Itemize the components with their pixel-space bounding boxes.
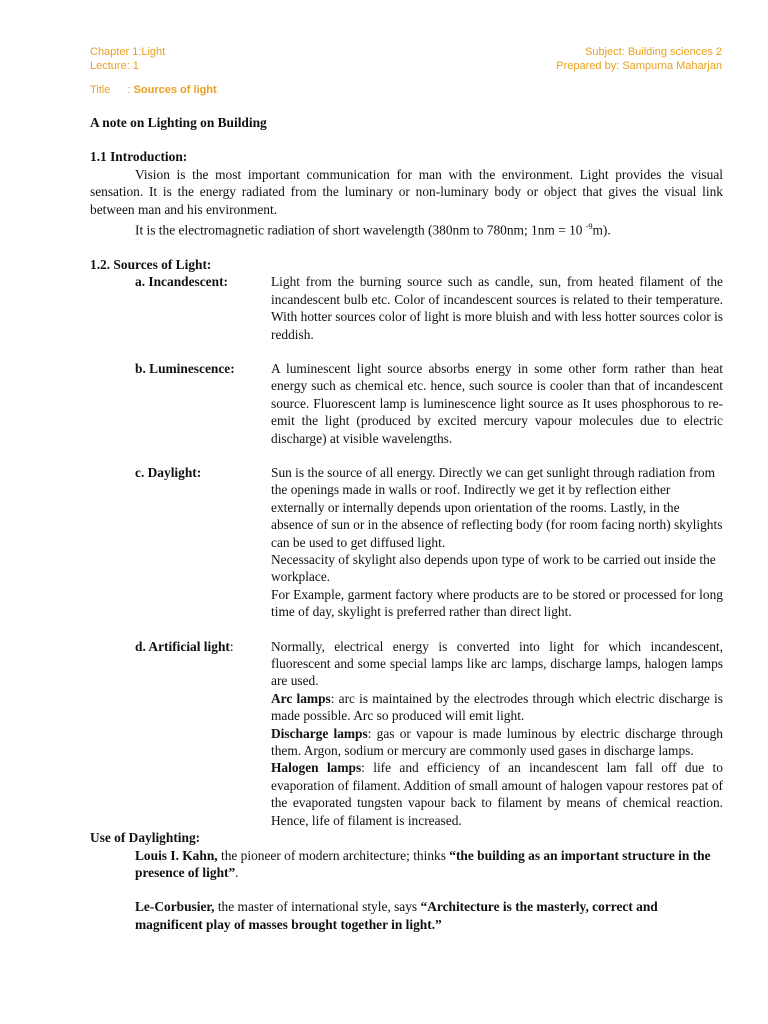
source-artificial: [90, 638, 723, 829]
subject-label: Subject: Building sciences 2: [585, 46, 722, 58]
corbusier-name: Le-Corbusier,: [135, 899, 215, 915]
use-daylighting-heading: Use of Daylighting:: [90, 830, 201, 846]
source-luminescence: [90, 360, 723, 447]
halogen-lamps: [271, 759, 723, 829]
header-right: [556, 45, 722, 73]
kahn-mid: the pioneer of modern architecture; thinks: [217, 847, 450, 863]
daylight-text: [271, 464, 723, 621]
luminescence-label: b. Luminescence:: [135, 360, 235, 376]
sources-heading: 1.2. Sources of Light:: [90, 256, 212, 272]
kahn-name: Louis I. Kahn,: [135, 847, 218, 863]
artificial-label: [90, 638, 271, 829]
arc-lamps: [271, 690, 723, 725]
corbusier-quote-text: “Architecture is the masterly, correct and magnificent play of masses brought together in light.”: [135, 899, 658, 932]
daylight-text-3: For Example, garment factory where products are to be stored or processed for long time of day, skylight is preferred rather than direct light.: [271, 586, 723, 620]
halogen-lamps-label: Halogen lamps: [271, 760, 362, 776]
kahn-quote-text: “the building as an important structure in the presence of light”: [135, 847, 711, 880]
intro-p2-a: It is the electromagnetic radiation of short wavelength (380nm to 780nm; 1nm = 10: [135, 222, 586, 238]
intro-paragraph-2: [90, 218, 723, 239]
lecture-label: Lecture: 1: [90, 60, 139, 72]
intro-paragraph: Vision is the most important communication for man with the environment. Light provides the visual sensation. It is the energy radiated from the luminary or non-luminary body or object that gives the visual link between man and his environment.: [90, 166, 723, 217]
discharge-lamps: [271, 725, 723, 760]
source-daylight: [90, 464, 723, 621]
intro-p2-sup: -9: [585, 222, 593, 232]
halogen-lamps-text: : life and efficiency of an incandescent lam fall off due to evaporation of filament. Addition of small amount of halogen vapour restores pat of the evaporated tungsten vapour back to filament by means of chemical reaction. Hence, life of filament is increased.: [271, 760, 723, 828]
arc-lamps-text: : arc is maintained by the electrodes through which electric discharge is made possible. Arc so produced will emit light.: [271, 690, 723, 724]
discharge-lamps-text: : gas or vapour is made luminous by electric discharge through them. Argon, sodium or mercury are commonly used gases in discharge lamps.: [271, 725, 723, 759]
doc-heading: A note on Lighting on Building: [90, 115, 267, 130]
chapter-label: Chapter 1:Light: [90, 46, 166, 58]
discharge-lamps-label: Discharge lamps: [271, 725, 368, 741]
title-line: [90, 84, 217, 96]
artificial-text: [271, 638, 723, 829]
daylight-text-2: Necessacity of skylight also depends upon type of work to be carried out inside the workplace.: [271, 552, 716, 585]
intro-p2-b: m).: [592, 222, 611, 238]
daylight-label: c. Daylight:: [135, 464, 202, 480]
artificial-label-text: d. Artificial light: [135, 638, 230, 654]
header-left: [90, 45, 165, 73]
title-value: Sources of light: [133, 84, 217, 96]
arc-lamps-label: Arc lamps: [271, 690, 331, 706]
corbusier-quote: [90, 898, 723, 933]
document-body: [90, 114, 723, 933]
title-separator: :: [127, 84, 131, 96]
kahn-quote: [90, 847, 723, 882]
corbusier-mid: the master of international style, says: [214, 899, 421, 915]
intro-heading: 1.1 Introduction:: [90, 149, 188, 165]
artificial-label-colon: :: [229, 638, 234, 654]
kahn-end: .: [235, 864, 239, 880]
artificial-intro: Normally, electrical energy is converted into light for which incandescent, fluorescent and some special lamps like arc lamps, discharge lamps, halogen lamps are used.: [271, 638, 723, 689]
author-label: Prepared by: Sampurna Maharjan: [556, 60, 722, 72]
incandescent-text: Light from the burning source such as candle, sun, from heated filament of the incandescent bulb etc. Color of incandescent sources is related to their temperature. With hotter sources color of light is more bluish and with less hotter sources color is reddish.: [271, 274, 723, 342]
daylight-text-1: Sun is the source of all energy. Directly we can get sunlight through radiation from the openings made in walls or roof. Indirectly we get it by reflection either externally or internally depends upon orientation of the rooms. Lastly, in the absence of sun or in the absence of reflecting body (for room facing north) skylights can be used to get diffused light.: [271, 464, 723, 550]
incandescent-label: a. Incandescent:: [135, 274, 228, 290]
title-label: Title: [90, 84, 111, 96]
source-incandescent: [90, 273, 723, 343]
luminescence-text: A luminescent light source absorbs energy in some other form rather than heat energy such as chemical etc. hence, such source is cooler than that of incandescent source. Fluorescent lamp is luminescence light source as It uses phosphorous to re-emit the light (produced by excited mercury vapour molecules due to electric discharge) at visible wavelengths.: [271, 360, 723, 446]
